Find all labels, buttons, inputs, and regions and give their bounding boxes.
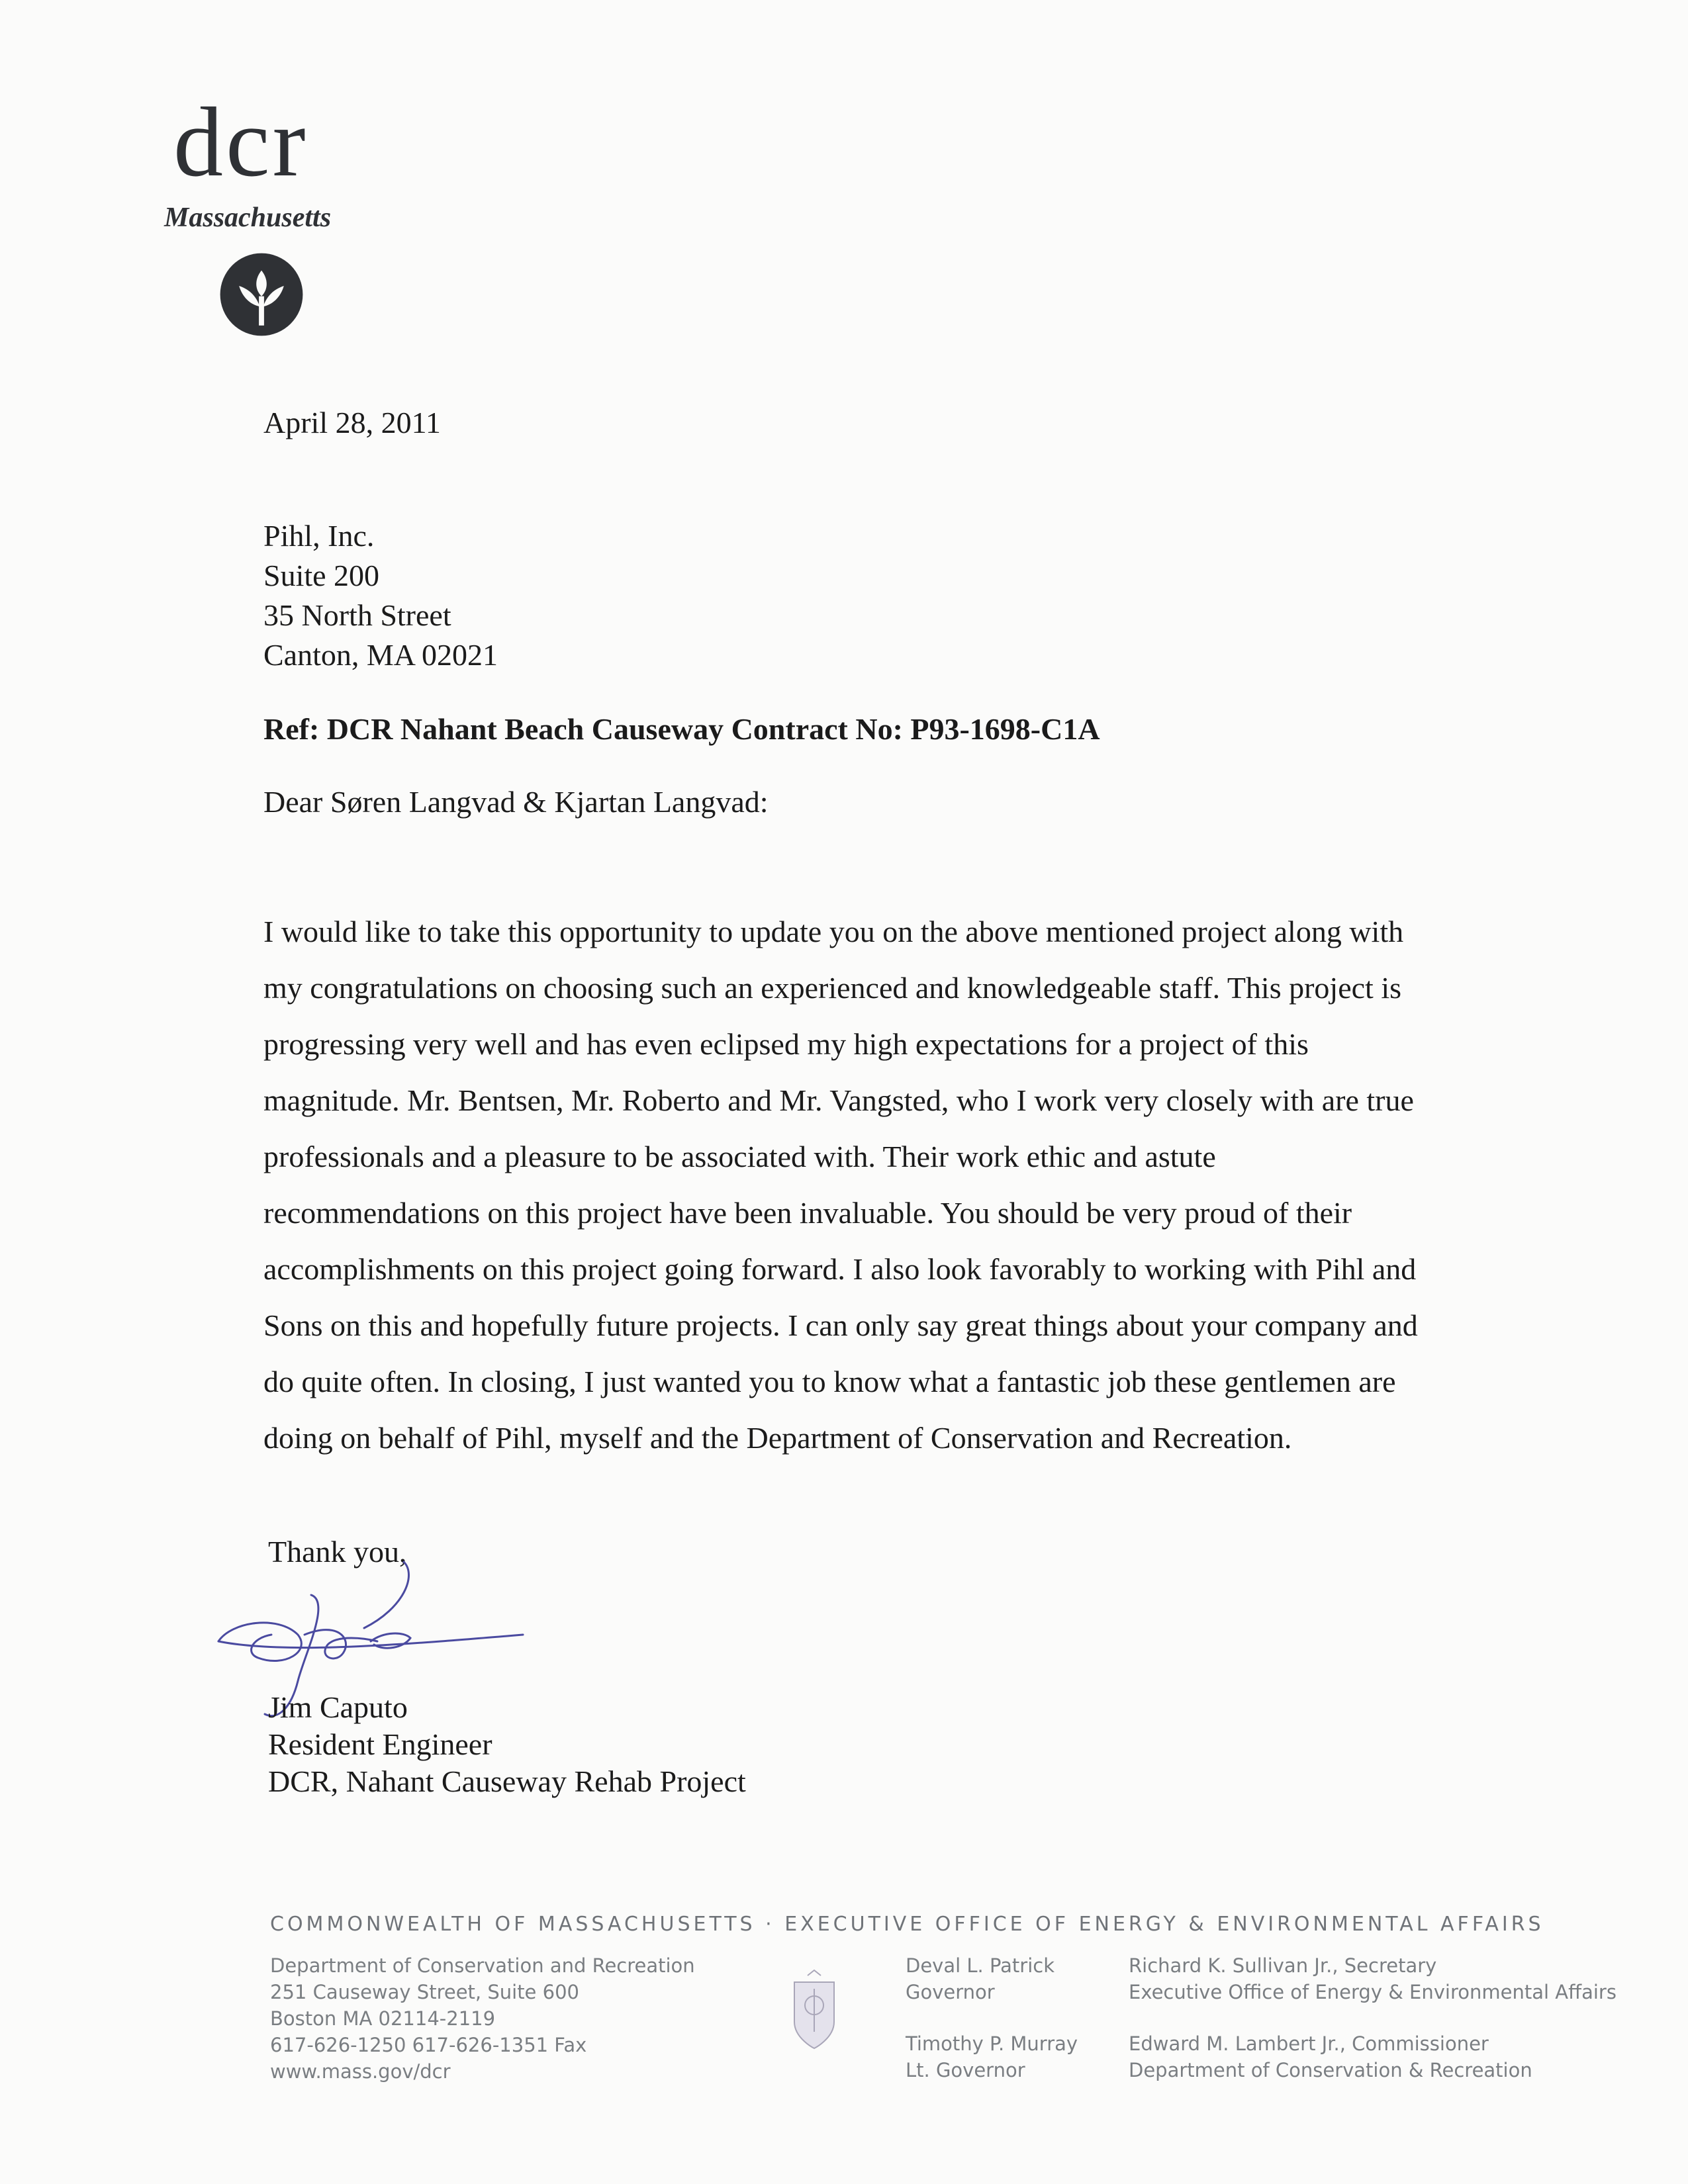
- state-seal-icon: [784, 1969, 844, 2055]
- recipient-line: Pihl, Inc.: [263, 519, 375, 553]
- footer-line: Edward M. Lambert Jr., Commissioner: [1129, 2032, 1489, 2055]
- footer-line: 251 Causeway Street, Suite 600: [270, 1981, 579, 2003]
- body-line: magnitude. Mr. Bentsen, Mr. Roberto and Mr. Vangsted, who I work very closely with are true: [263, 1083, 1414, 1117]
- letter-date: April 28, 2011: [263, 406, 441, 439]
- logo-state-name: Massachusetts: [164, 203, 332, 233]
- reference-line: Ref: DCR Nahant Beach Causeway Contract No: P93-1698-C1A: [263, 712, 1100, 746]
- footer-commissioner: [1129, 2030, 1532, 2083]
- footer-lt-governor: [906, 2030, 1078, 2083]
- footer-line: Executive Office of Energy & Environmental Affairs: [1129, 1981, 1617, 2003]
- footer-line: Timothy P. Murray: [906, 2032, 1078, 2055]
- leaf-emblem-icon: [218, 251, 305, 338]
- body-line: my congratulations on choosing such an experienced and knowledgeable staff. This project is: [263, 971, 1402, 1005]
- recipient-line: 35 North Street: [263, 598, 451, 632]
- body-line: do quite often. In closing, I just wanted you to know what a fantastic job these gentlemen are: [263, 1365, 1396, 1398]
- body-line: professionals and a pleasure to be associated with. Their work ethic and astute: [263, 1140, 1216, 1173]
- body-line: recommendations on this project have been invaluable. You should be very proud of their: [263, 1196, 1352, 1230]
- signature-block: [268, 1689, 746, 1800]
- body-line: doing on behalf of Pihl, myself and the Department of Conservation and Recreation.: [263, 1421, 1292, 1455]
- signer-name: Jim Caputo: [268, 1690, 408, 1724]
- body-line: accomplishments on this project going forward. I also look favorably to working with Pihl and: [263, 1252, 1417, 1286]
- footer-line: Governor: [906, 1981, 995, 2003]
- footer-heading: COMMONWEALTH OF MASSACHUSETTS · EXECUTIVE OFFICE OF ENERGY & ENVIRONMENTAL AFFAIRS: [270, 1913, 1544, 1936]
- letter-body: [263, 903, 1561, 1466]
- footer-line: Boston MA 02114-2119: [270, 2007, 496, 2030]
- dcr-logo: [159, 87, 384, 344]
- footer-line: Richard K. Sullivan Jr., Secretary: [1129, 1954, 1437, 1977]
- footer-line: Lt. Governor: [906, 2059, 1025, 2081]
- recipient-line: Suite 200: [263, 559, 380, 592]
- footer-line: 617-626-1250 617-626-1351 Fax: [270, 2034, 587, 2056]
- footer-governor: [906, 1952, 1055, 2005]
- recipient-address: [263, 516, 498, 675]
- body-line: I would like to take this opportunity to update you on the above mentioned project along with: [263, 915, 1404, 948]
- body-line: Sons on this and hopefully future projects. I can only say great things about your company and: [263, 1308, 1418, 1342]
- salutation: Dear Søren Langvad & Kjartan Langvad:: [263, 785, 769, 819]
- body-line: progressing very well and has even eclipsed my high expectations for a project of this: [263, 1027, 1309, 1061]
- footer-secretary: [1129, 1952, 1617, 2005]
- logo-wordmark: dcr: [173, 87, 308, 197]
- footer-department-info: [270, 1952, 695, 2085]
- closing-text: Thank you,: [268, 1535, 407, 1569]
- footer-line: Department of Conservation & Recreation: [1129, 2059, 1532, 2081]
- footer-website: www.mass.gov/dcr: [270, 2060, 451, 2083]
- footer-line: Deval L. Patrick: [906, 1954, 1055, 1977]
- signer-organization: DCR, Nahant Causeway Rehab Project: [268, 1764, 746, 1798]
- footer-line: Department of Conservation and Recreation: [270, 1954, 695, 1977]
- signer-title: Resident Engineer: [268, 1727, 492, 1761]
- recipient-line: Canton, MA 02021: [263, 638, 498, 672]
